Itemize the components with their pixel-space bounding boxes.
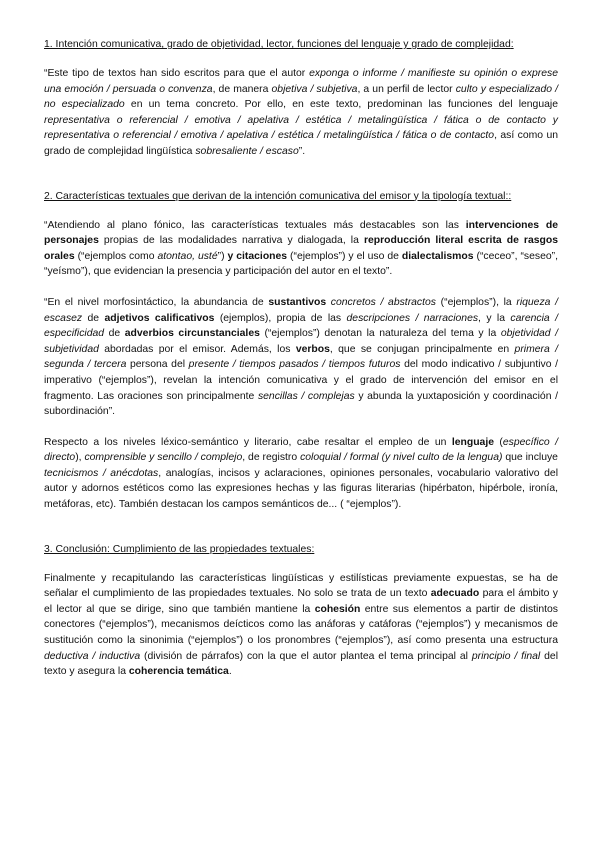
text-run: primera / segunda / tercera — [44, 343, 559, 371]
section-heading-1-suffix: : — [510, 39, 514, 50]
section-heading-3-text: 3. Conclusión: Cumplimiento de las propiedades textuales — [44, 543, 312, 555]
text-run: atontao, usté — [157, 250, 218, 262]
text-run: (“ejemplos”) y el uso de — [287, 250, 402, 262]
text-run: entre sus elementos a partir de distintos conectores (“ejemplos”), mecanismos deícticos como las anáforas y catáforas (“ejemplos”) y mecanismos de sustitución como la sinonimia (“ejemplos”) o los pronombres (“ejemplos”), así como presenta una estructura — [44, 603, 558, 647]
text-run: principio / final — [471, 650, 541, 662]
text-run: dialectalismos — [401, 250, 474, 262]
text-run: intervenciones de personajes — [44, 219, 558, 247]
text-run: verbos — [295, 343, 330, 355]
text-run: objetiva / subjetiva — [271, 83, 358, 95]
section-heading-3-suffix: : — [311, 543, 315, 555]
text-run: ( — [494, 436, 503, 448]
text-run: presente / tiempos pasados / tiempos futuros — [188, 359, 401, 371]
text-run: representativa o referencial / emotiva / apelativa / estética / metalingüística / fática o de contacto y representativa o referencial / emotiva / apelativa / estética / metalingüística / fática o de contacto — [44, 114, 558, 142]
section-heading-2-suffix: :: — [505, 190, 512, 202]
text-run: riqueza / escasez — [44, 296, 558, 324]
text-run: comprensible y sencillo / complejo — [84, 452, 243, 464]
section-2-paragraph-3 — [44, 435, 558, 513]
section-2-paragraph-1 — [44, 218, 558, 280]
text-run: , a un perfil de lector — [357, 83, 456, 95]
text-run: del modo indicativo / subjuntivo / imperativo (“ejemplos”), revelan la intención comunicativa y el grado de intervención del emisor en el fragmento. Las oraciones son principalmente — [44, 359, 558, 402]
text-run: (“ejemplos”) denotan la naturaleza del tema y la — [259, 328, 501, 340]
text-run: de — [104, 328, 125, 340]
text-run: (“ejemplos”), la — [435, 296, 517, 308]
text-run: tecnicismos / anécdotas — [44, 467, 159, 479]
text-run: (ejemplos), propia de las — [214, 312, 347, 324]
text-run: Finalmente y recapitulando las características lingüísticas y estilísticas previamente expuestas, se ha de señalar el cumplimiento de las propiedades textuales. No solo se trata de un texto — [44, 572, 558, 600]
section-3-paragraph-1 — [44, 571, 558, 680]
text-run: que incluye — [502, 452, 558, 464]
text-run: (“ejemplos como — [74, 250, 158, 262]
text-run: , así como un grado de complejidad lingüística — [44, 130, 559, 157]
text-run: coherencia temática — [128, 666, 229, 678]
section-heading-1-text: 1. Intención comunicativa, grado de objetividad, lector, funciones del lenguaje y grado de complejidad — [44, 39, 511, 50]
text-run: concretos / abstractos — [330, 296, 436, 308]
text-run: sustantivos — [268, 296, 327, 308]
text-run: del texto y asegura la — [44, 650, 559, 678]
text-run: ), — [75, 452, 85, 464]
text-run: persona del — [126, 359, 189, 371]
section-2-paragraph-2 — [44, 295, 558, 420]
text-run: lenguaje — [451, 436, 494, 448]
section-heading-2 — [44, 190, 558, 204]
text-run: culto y especializado / no especializado — [44, 83, 558, 111]
text-run: coloquial / formal (y nivel culto de la lengua) — [300, 452, 503, 464]
section-heading-1 — [44, 38, 558, 52]
text-run: objetividad / subjetividad — [44, 328, 558, 355]
text-run: en un tema concreto. Por ello, en este texto, predominan las funciones del lenguaje — [124, 99, 558, 111]
text-run: , de manera — [212, 83, 272, 95]
text-run: reproducción literal escrita de rasgos orales — [44, 235, 559, 262]
document-page — [44, 38, 558, 680]
text-run: carencia / especificidad — [44, 312, 558, 340]
text-run: . — [228, 666, 232, 678]
text-run: descripciones / narraciones — [346, 312, 479, 324]
text-run: abordadas por el emisor. Además, los — [98, 343, 296, 355]
section-1-paragraph-1 — [44, 66, 558, 160]
text-run: “Este tipo de textos han sido escritos para que el autor — [44, 68, 310, 79]
text-run: , y la — [478, 312, 511, 324]
text-run: adjetivos calificativos — [104, 312, 215, 324]
text-run: (división de párrafos) con la que el autor plantea el tema principal al — [140, 650, 472, 662]
text-run: de — [82, 312, 105, 324]
text-run: , de registro — [242, 452, 301, 464]
section-heading-3 — [44, 543, 558, 557]
text-run: (“ceceo”, “seseo”, “yeísmo”), que evidencian la presencia y participación del autor en el texto”. — [44, 250, 558, 278]
text-run: , que se conjugan principalmente en — [329, 343, 515, 355]
text-run: y citaciones — [227, 250, 288, 262]
text-run: y abunda la yuxtaposición y coordinación / subordinación”. — [44, 390, 558, 418]
text-run: adverbios circunstanciales — [124, 328, 260, 340]
text-run: “Atendiendo al plano fónico, las características textuales más destacables son las — [44, 219, 466, 231]
text-run: ”) — [217, 250, 228, 262]
text-run: sobresaliente / escaso — [195, 145, 299, 157]
section-heading-2-text: 2. Características textuales que derivan de la intención comunicativa del emisor y la tipología textual — [44, 190, 506, 202]
text-run: exponga o informe / manifieste su opinión o exprese una emoción / persuada o convenza — [44, 68, 558, 95]
text-run: Respecto a los niveles léxico-semántico y literario, cabe resaltar el empleo de un — [44, 436, 452, 448]
text-run: , analogías, incisos y aclaraciones, opiniones personales, vocabulario valorativo del autor y adornos estéticos como las expresiones hechas y las figuras literarias (hipérbaton, hipérbole, ironía, metáforas, etc). También destacan los campos semánticos de... ( “ejemplos”). — [44, 467, 558, 511]
text-run: deductiva / inductiva — [44, 650, 141, 662]
text-run: para el ámbito y el lector al que se dirige, sino que también mantiene la — [44, 588, 558, 615]
text-run: específico / directo — [44, 436, 558, 464]
text-run: sencillas / complejas — [257, 390, 355, 402]
text-run: ”. — [298, 145, 306, 157]
text-run: cohesión — [314, 603, 361, 615]
text-run: “En el nivel morfosintáctico, la abundancia de — [44, 296, 269, 308]
text-run: adecuado — [430, 588, 480, 600]
text-run: propias de las modalidades narrativa y dialogada, la — [98, 235, 364, 247]
